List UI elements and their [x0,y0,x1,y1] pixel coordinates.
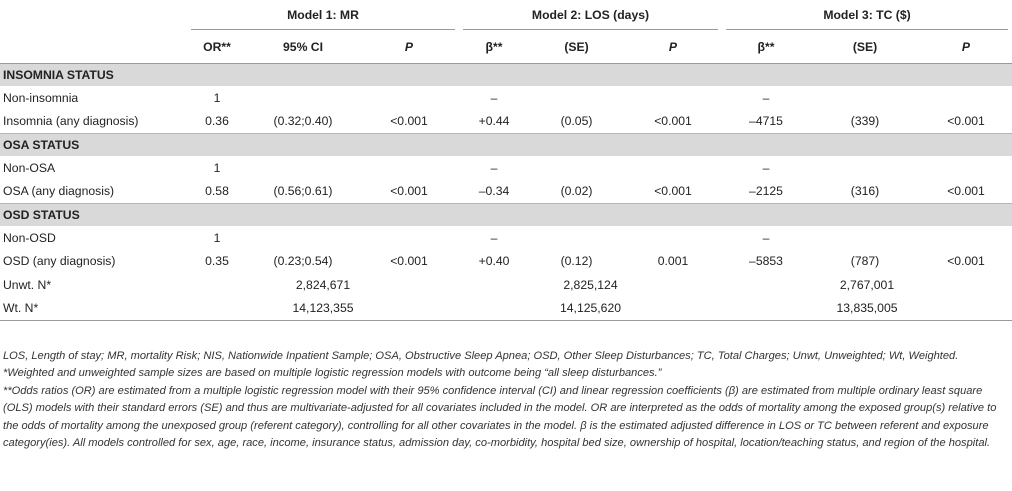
row-label: OSD (any diagnosis) [3,254,116,269]
table-cell [810,226,920,250]
table-cell: <0.001 [390,254,428,269]
table-cell: –2125 [749,184,783,199]
section-header-row [0,64,1012,87]
table-cell: (316) [850,184,880,199]
table-cell: 0.36 [205,114,229,129]
table-cell: <0.001 [947,254,985,269]
table-cell: <0.001 [654,184,692,199]
table-cell: (0.56;0.61) [273,184,333,199]
table-cell: (0.23;0.54) [273,254,333,269]
row-label: Non-insomnia [3,90,79,105]
table-cell [920,156,1012,180]
totals-row [0,273,1012,297]
table-cell: 1 [213,160,221,175]
table-cell [359,156,459,180]
table-cell: (0.12) [560,254,593,269]
section-header-row [0,134,1012,157]
col-header-p: P [624,31,722,64]
group-header-model2: Model 2: LOS (days) [459,0,722,31]
table-cell [529,86,624,110]
table-cell: <0.001 [654,114,692,129]
table-cell: –5853 [749,254,783,269]
col-header-p: P [920,31,1012,64]
totals-row [0,297,1012,321]
table-cell: (787) [850,254,880,269]
table-cell: <0.001 [390,184,428,199]
table-cell: <0.001 [390,114,428,129]
sample-size-cell: 2,824,671 [295,277,351,292]
section-title: OSA STATUS [0,134,1012,157]
table-cell [247,156,359,180]
table-cell: <0.001 [947,184,985,199]
footnote-methods: **Odds ratios (OR) are estimated from a multiple logistic regression model with their 95% confidence interval (CI) and linear regression coefficients (β) are estimated from multiple ordinary least square (OLS) models with their standard errors (SE) and thus are multivariate-adjusted for all covariates included in the model. OR are interpreted as the odds of mortality among the exposed group(s) relative to the odds of mortality among the unexposed group (referent category), controlling for all other covariates in the model. β is the estimated adjusted difference in LOS or TC between referent and exposure category(ies). All models controlled for sex, age, race, income, insurance status, admission day, co-morbidity, hospital bed size, ownership of hospital, location/teaching status, and region of the hospital. [3,384,997,450]
table-cell: – [490,160,498,175]
table-cell [529,156,624,180]
col-header-ci: 95% CI [247,31,359,64]
section-title: OSD STATUS [0,204,1012,227]
footnotes [3,348,1009,452]
table-cell: 0.35 [205,254,229,269]
sample-size-cell: 14,123,355 [187,297,459,321]
header-group-row [0,0,1012,31]
col-header-p: P [359,31,459,64]
table-cell: – [762,90,770,105]
row-label: OSA (any diagnosis) [3,184,115,199]
table-cell: 0.001 [657,254,689,269]
sample-size-cell: 14,125,620 [459,297,722,321]
table-row [0,156,1012,180]
table-cell [920,86,1012,110]
table-cell [810,86,920,110]
row-label: Wt. N* [0,297,187,321]
group-header-model3: Model 3: TC ($) [722,0,1012,31]
table-cell: +0.40 [478,254,510,269]
table-cell: – [762,160,770,175]
table-cell [359,86,459,110]
footnote-sample-sizes: *Weighted and unweighted sample sizes are based on multiple logistic regression models with outcome being “all sleep disturbances.” [3,367,662,380]
col-header-se: (SE) [810,31,920,64]
col-header-beta: β** [722,31,810,64]
table-row [0,110,1012,134]
table-cell [247,86,359,110]
table-row [0,86,1012,110]
table-cell: – [762,230,770,245]
table-cell: 1 [213,90,221,105]
row-label: Non-OSD [3,230,56,245]
group-header-model1: Model 1: MR [187,0,459,31]
row-label: Insomnia (any diagnosis) [3,114,139,129]
col-header-beta: β** [459,31,529,64]
header-column-row [0,31,1012,64]
row-label: Unwt. N* [3,277,52,292]
table-cell: 0.58 [205,184,229,199]
table-cell: (0.05) [560,114,593,129]
table-body [0,64,1012,321]
col-header-se: (SE) [529,31,624,64]
table-cell [624,156,722,180]
table-cell [247,226,359,250]
table-cell [624,226,722,250]
table-cell: –0.34 [478,184,510,199]
col-header-or: OR** [187,31,247,64]
table-row [0,226,1012,250]
table-cell: 1 [213,230,221,245]
table-cell: (339) [850,114,880,129]
table-cell: –4715 [749,114,783,129]
table-row [0,180,1012,204]
table-cell: (0.02) [560,184,593,199]
table-cell [810,156,920,180]
table-cell [920,226,1012,250]
table-cell: <0.001 [947,114,985,129]
table-row [0,250,1012,274]
table-cell [359,226,459,250]
table-cell: – [490,90,498,105]
table-cell: (0.32;0.40) [273,114,333,129]
table-cell [529,226,624,250]
row-label: Non-OSA [3,160,56,175]
section-header-row [0,204,1012,227]
sample-size-cell: 2,767,001 [839,277,895,292]
sample-size-cell: 13,835,005 [722,297,1012,321]
table-cell [624,86,722,110]
table-cell: +0.44 [478,114,510,129]
table-cell: – [490,230,498,245]
sample-size-cell: 2,825,124 [563,277,618,292]
footnote-abbreviations: LOS, Length of stay; MR, mortality Risk; NIS, Nationwide Inpatient Sample; OSA, Obstructive Sleep Apnea; OSD, Other Sleep Disturbances; TC, Total Charges; Unwt, Unweighted; Wt, Weighted. [3,350,959,362]
section-title: INSOMNIA STATUS [0,64,1012,87]
